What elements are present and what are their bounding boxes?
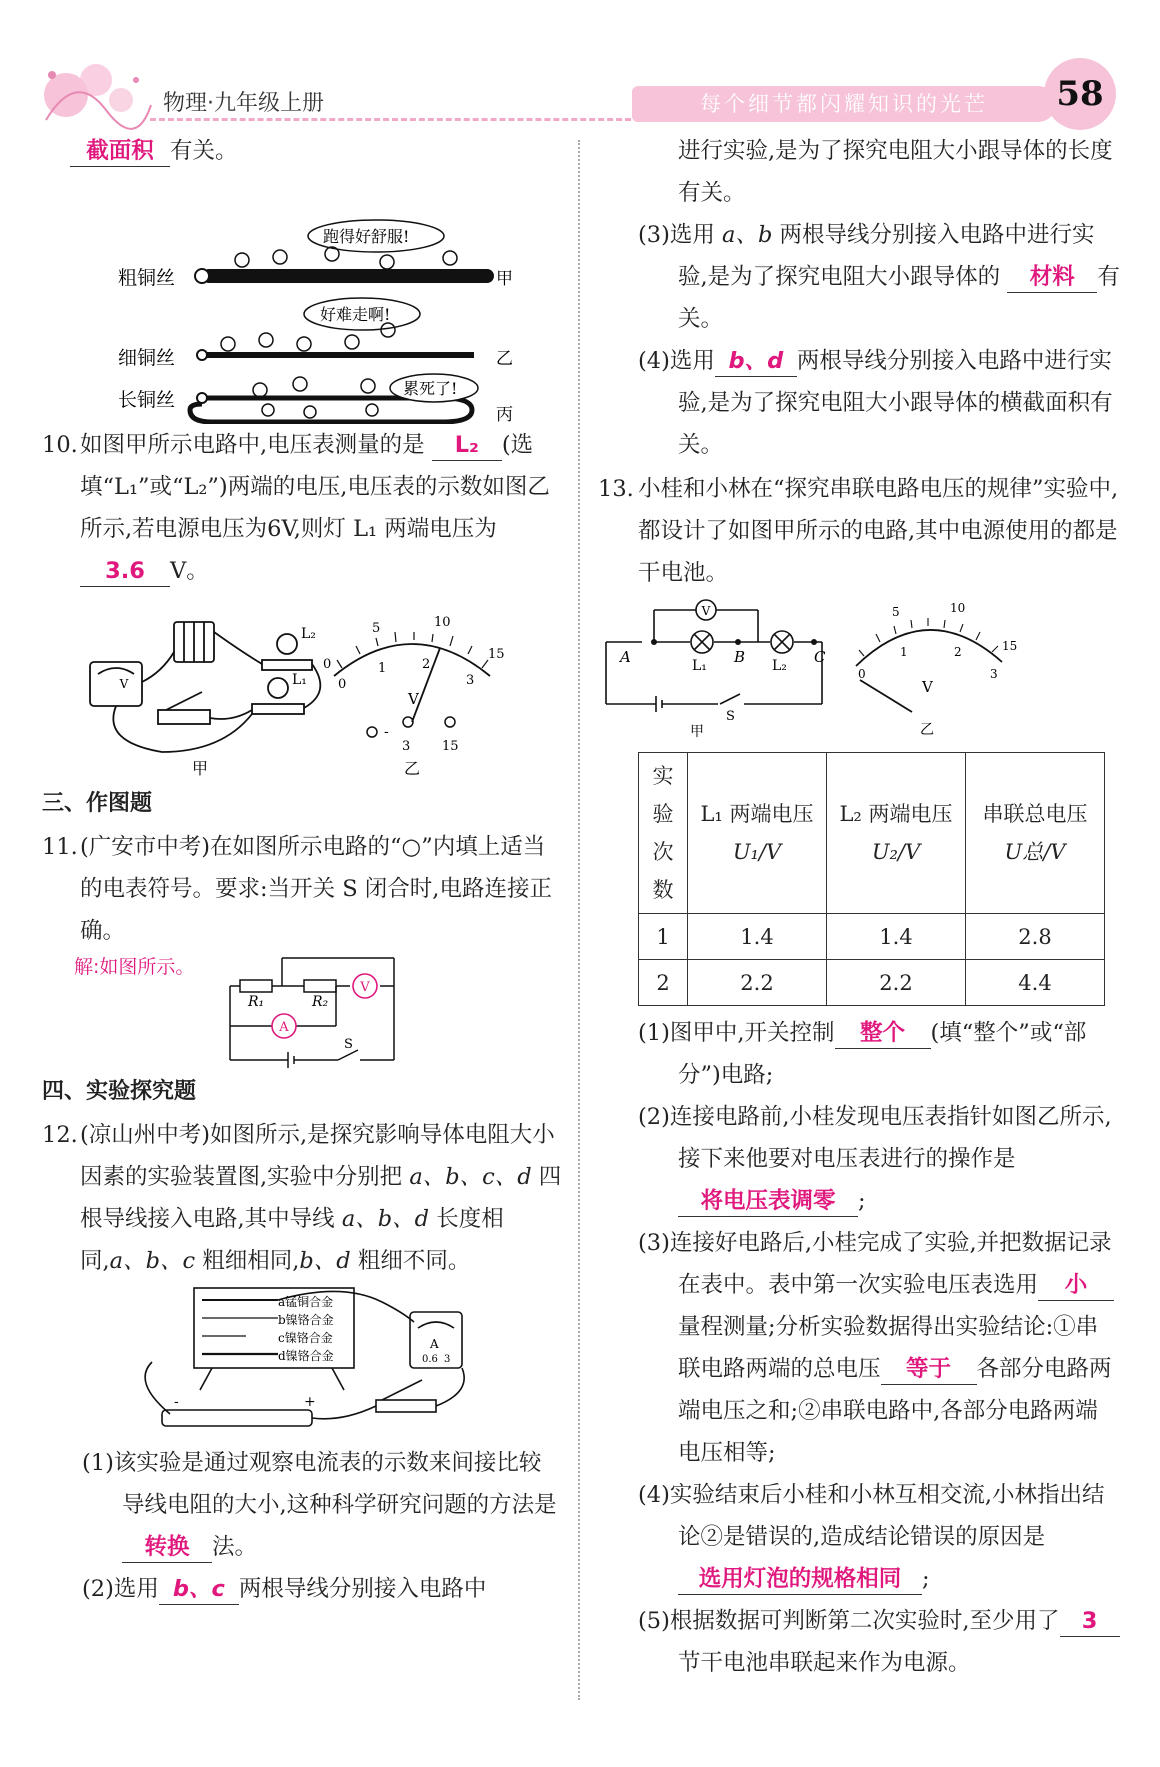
bubble-1: 跑得好舒服! bbox=[323, 227, 410, 246]
q10-text-1: 如图甲所示电路中,电压表测量的是 bbox=[80, 432, 425, 458]
lamp-2 bbox=[277, 634, 297, 654]
page-number: 58 bbox=[1044, 58, 1116, 130]
bubble-3: 累死了! bbox=[403, 379, 458, 398]
q11 bbox=[42, 826, 562, 952]
fig-yi: 乙 bbox=[404, 759, 421, 778]
column-divider bbox=[578, 140, 580, 1700]
q10-number: 10. bbox=[42, 432, 78, 458]
svg-text:B: B bbox=[734, 648, 746, 666]
svg-text:L₂: L₂ bbox=[772, 658, 787, 674]
q9-answer: 截面积 bbox=[70, 136, 170, 167]
mark-jia: 甲 bbox=[496, 269, 513, 289]
label-L1: L₁ bbox=[292, 672, 307, 688]
svg-text:A: A bbox=[279, 1020, 289, 1035]
svg-text:1: 1 bbox=[378, 661, 387, 676]
bubble-2: 好难走啊! bbox=[320, 305, 391, 324]
q11-solution-area bbox=[42, 952, 562, 1070]
thick-wire bbox=[202, 269, 494, 283]
mark-yi: 乙 bbox=[496, 349, 513, 369]
table-header-cell: L₁ 两端电压 U₁/V bbox=[688, 753, 827, 914]
q13-2-answer: 将电压表调零 bbox=[678, 1186, 858, 1217]
lamp-base-2 bbox=[262, 660, 312, 670]
table-header-cell: 实验 次数 bbox=[639, 753, 688, 914]
svg-text:A: A bbox=[430, 1337, 439, 1351]
q11-circuit bbox=[228, 956, 398, 1068]
needle-offset bbox=[860, 680, 912, 712]
knife-switch bbox=[376, 1400, 436, 1412]
q12-apparatus-figure bbox=[42, 1282, 562, 1442]
q11-solution: 解:如图所示。 bbox=[74, 956, 195, 978]
q13-sub2: (2)连接电路前,小桂发现电压表指针如图乙所示,接下来他要对电压表进行的操作是将电压表调零 ; bbox=[598, 1096, 1120, 1222]
header-divider bbox=[150, 118, 640, 121]
svg-text:C: C bbox=[814, 648, 826, 666]
table-row: 1 1.4 1.4 2.8 bbox=[639, 914, 1105, 960]
copper-wire-figure bbox=[42, 172, 562, 424]
svg-text:S: S bbox=[344, 1037, 353, 1052]
q10-text-3: V。 bbox=[170, 558, 209, 584]
q12-3-answer: 材料 bbox=[1007, 262, 1097, 293]
q13-data-table bbox=[638, 752, 1105, 1006]
book-title: 物理·九年级上册 bbox=[163, 91, 324, 116]
svg-text:L₁: L₁ bbox=[692, 658, 707, 674]
svg-text:15: 15 bbox=[442, 739, 459, 754]
fig-jia: 甲 bbox=[192, 759, 209, 778]
svg-text:甲: 甲 bbox=[690, 724, 704, 740]
q13-sub4: (4)实验结束后小桂和小林互相交流,小林指出结论②是错误的,造成结论错误的原因是选用灯泡的规格相同 ; bbox=[598, 1474, 1120, 1600]
svg-text:-: - bbox=[174, 1394, 179, 1410]
svg-text:b镍铬合金: b镍铬合金 bbox=[278, 1313, 334, 1327]
table-header-row bbox=[639, 753, 1105, 914]
svg-text:10: 10 bbox=[434, 615, 451, 630]
q12-1-answer: 转换 bbox=[122, 1532, 212, 1563]
svg-text:0: 0 bbox=[858, 667, 866, 681]
svg-text:0: 0 bbox=[323, 657, 332, 672]
wire-label-thin: 细铜丝 bbox=[118, 347, 176, 369]
svg-text:15: 15 bbox=[488, 647, 505, 662]
svg-text:V: V bbox=[119, 677, 129, 691]
label-L2: L₂ bbox=[301, 626, 316, 642]
left-column bbox=[42, 130, 562, 1610]
q10-text-2: (选填“L₁”或“L₂”)两端的电压,电压表的示数如图乙所示,若电源电压为6V,则灯 L₁ 两端电压为 bbox=[80, 432, 550, 542]
q10 bbox=[42, 424, 562, 592]
svg-text:+: + bbox=[304, 1394, 316, 1410]
q12-number: 12. bbox=[42, 1122, 78, 1148]
table-header-cell: L₂ 两端电压 U₂/V bbox=[827, 753, 966, 914]
q13-3-answer-1: 小 bbox=[1038, 1270, 1114, 1301]
q12-2-answer: b、c bbox=[159, 1574, 239, 1605]
table-row: 2 2.2 2.2 4.4 bbox=[639, 960, 1105, 1006]
svg-text:3: 3 bbox=[444, 1354, 451, 1365]
lamp-base-1 bbox=[252, 704, 304, 714]
q13: 13. 小桂和小林在“探究串联电路电压的规律”实验中,都设计了如图甲所示的电路,其中电源使用的都是干电池。 bbox=[598, 468, 1120, 594]
q10-answer-1: L₂ bbox=[432, 430, 502, 461]
svg-text:3: 3 bbox=[990, 667, 998, 681]
svg-text:c镍铬合金: c镍铬合金 bbox=[278, 1331, 333, 1345]
header-slogan: 每个细节都闪耀知识的光芒 bbox=[632, 86, 1056, 122]
right-column bbox=[598, 130, 1120, 1684]
lamp-1 bbox=[268, 678, 288, 698]
dial-V: V bbox=[408, 690, 419, 708]
svg-text:V: V bbox=[360, 980, 370, 995]
wire-label-long: 长铜丝 bbox=[118, 389, 176, 411]
q10-circuit-figure bbox=[42, 592, 562, 782]
svg-text:a锰铜合金: a锰铜合金 bbox=[278, 1295, 334, 1309]
section-4-title: 四、实验探究题 bbox=[42, 1079, 197, 1104]
q12-sub1: (1)该实验是通过观察电流表的示数来间接比较导线电阻的大小,这种科学研究问题的方法是转换 法。 bbox=[42, 1442, 562, 1568]
q12-sub3: (3)选用 a、b 两根导线分别接入电路中进行实验,是为了探究电阻大小跟导体的 材料 有关。 bbox=[638, 222, 1120, 332]
q13-number: 13. bbox=[598, 476, 634, 502]
svg-text:5: 5 bbox=[372, 621, 381, 636]
svg-text:5: 5 bbox=[892, 605, 900, 619]
svg-text:3: 3 bbox=[466, 673, 475, 688]
q11-text: (广安市中考)在如图所示电路的“○”内填上适当的电表符号。要求:当开关 S 闭合时,电路连接正确。 bbox=[80, 834, 552, 944]
q12-sub2-continued: 进行实验,是为了探究电阻大小跟导体的长度有关。 bbox=[678, 138, 1113, 206]
svg-text:V: V bbox=[922, 678, 933, 696]
q12-4-answer: b、d bbox=[715, 346, 797, 377]
q12-sub4: (4)选用 b、d 两根导线分别接入电路中进行实验,是为了探究电阻大小跟导体的横截面积有关。 bbox=[638, 348, 1113, 458]
q9-continuation bbox=[42, 130, 562, 172]
mark-bing: 丙 bbox=[496, 405, 513, 424]
svg-text:0.6: 0.6 bbox=[422, 1354, 438, 1365]
q13-1-answer: 整个 bbox=[835, 1018, 931, 1049]
svg-text:d镍铬合金: d镍铬合金 bbox=[278, 1349, 334, 1363]
battery-holder bbox=[162, 1410, 312, 1426]
svg-text:S: S bbox=[726, 709, 735, 724]
svg-text:2: 2 bbox=[954, 645, 962, 659]
svg-text:2: 2 bbox=[422, 657, 431, 672]
svg-text:乙: 乙 bbox=[920, 722, 934, 738]
svg-text:-: - bbox=[384, 724, 389, 740]
q10-answer-2: 3.6 bbox=[80, 556, 170, 587]
q9-text-end: 有关。 bbox=[170, 138, 238, 164]
q12: 12.(凉山州中考)如图所示,是探究影响导体电阻大小因素的实验装置图,实验中分别把 a、b、c、d 四根导线接入电路,其中导线 a、b、d 长度相同,a、b、c 粗细相同,b、d 粗细不同。 bbox=[42, 1114, 562, 1282]
table-header-cell: 串联总电压 U总/V bbox=[966, 753, 1105, 914]
svg-text:R₂: R₂ bbox=[312, 994, 329, 1010]
floral-ornament-icon bbox=[36, 50, 156, 140]
q13-circuit-figure bbox=[598, 594, 1118, 744]
svg-text:V: V bbox=[701, 604, 711, 618]
q13-sub3: (3)连接好电路后,小桂完成了实验,并把数据记录在表中。表中第一次实验电压表选用 小量程测量;分析实验数据得出实验结论:①串联电路两端的总电压 等于 各部分电路两端电压之和;②串联电路中,各部分电路两端电压相等; bbox=[598, 1222, 1120, 1474]
svg-text:A: A bbox=[620, 648, 631, 666]
svg-text:15: 15 bbox=[1002, 639, 1018, 653]
svg-text:1: 1 bbox=[900, 645, 908, 659]
q11-number: 11. bbox=[42, 834, 78, 860]
switch bbox=[158, 710, 210, 724]
q13-sub1: (1)图甲中,开关控制 整个 (填“整个”或“部分”)电路; bbox=[638, 1020, 1087, 1088]
svg-text:3: 3 bbox=[402, 739, 411, 754]
svg-text:R₁: R₁ bbox=[248, 994, 265, 1010]
q13-5-answer: 3 bbox=[1060, 1606, 1120, 1637]
q12-sub2: (2)选用 b、c 两根导线分别接入电路中 bbox=[42, 1568, 562, 1610]
wire-label-thick: 粗铜丝 bbox=[118, 267, 176, 289]
scale-ticks bbox=[337, 632, 488, 668]
svg-text:0: 0 bbox=[338, 677, 347, 692]
q13-sub5: (5)根据数据可判断第二次实验时,至少用了 3节干电池串联起来作为电源。 bbox=[598, 1600, 1120, 1684]
q13-4-answer: 选用灯泡的规格相同 bbox=[678, 1564, 922, 1595]
svg-text:10: 10 bbox=[950, 601, 966, 615]
section-3-title: 三、作图题 bbox=[42, 791, 153, 816]
q13-3-answer-2: 等于 bbox=[881, 1354, 977, 1385]
